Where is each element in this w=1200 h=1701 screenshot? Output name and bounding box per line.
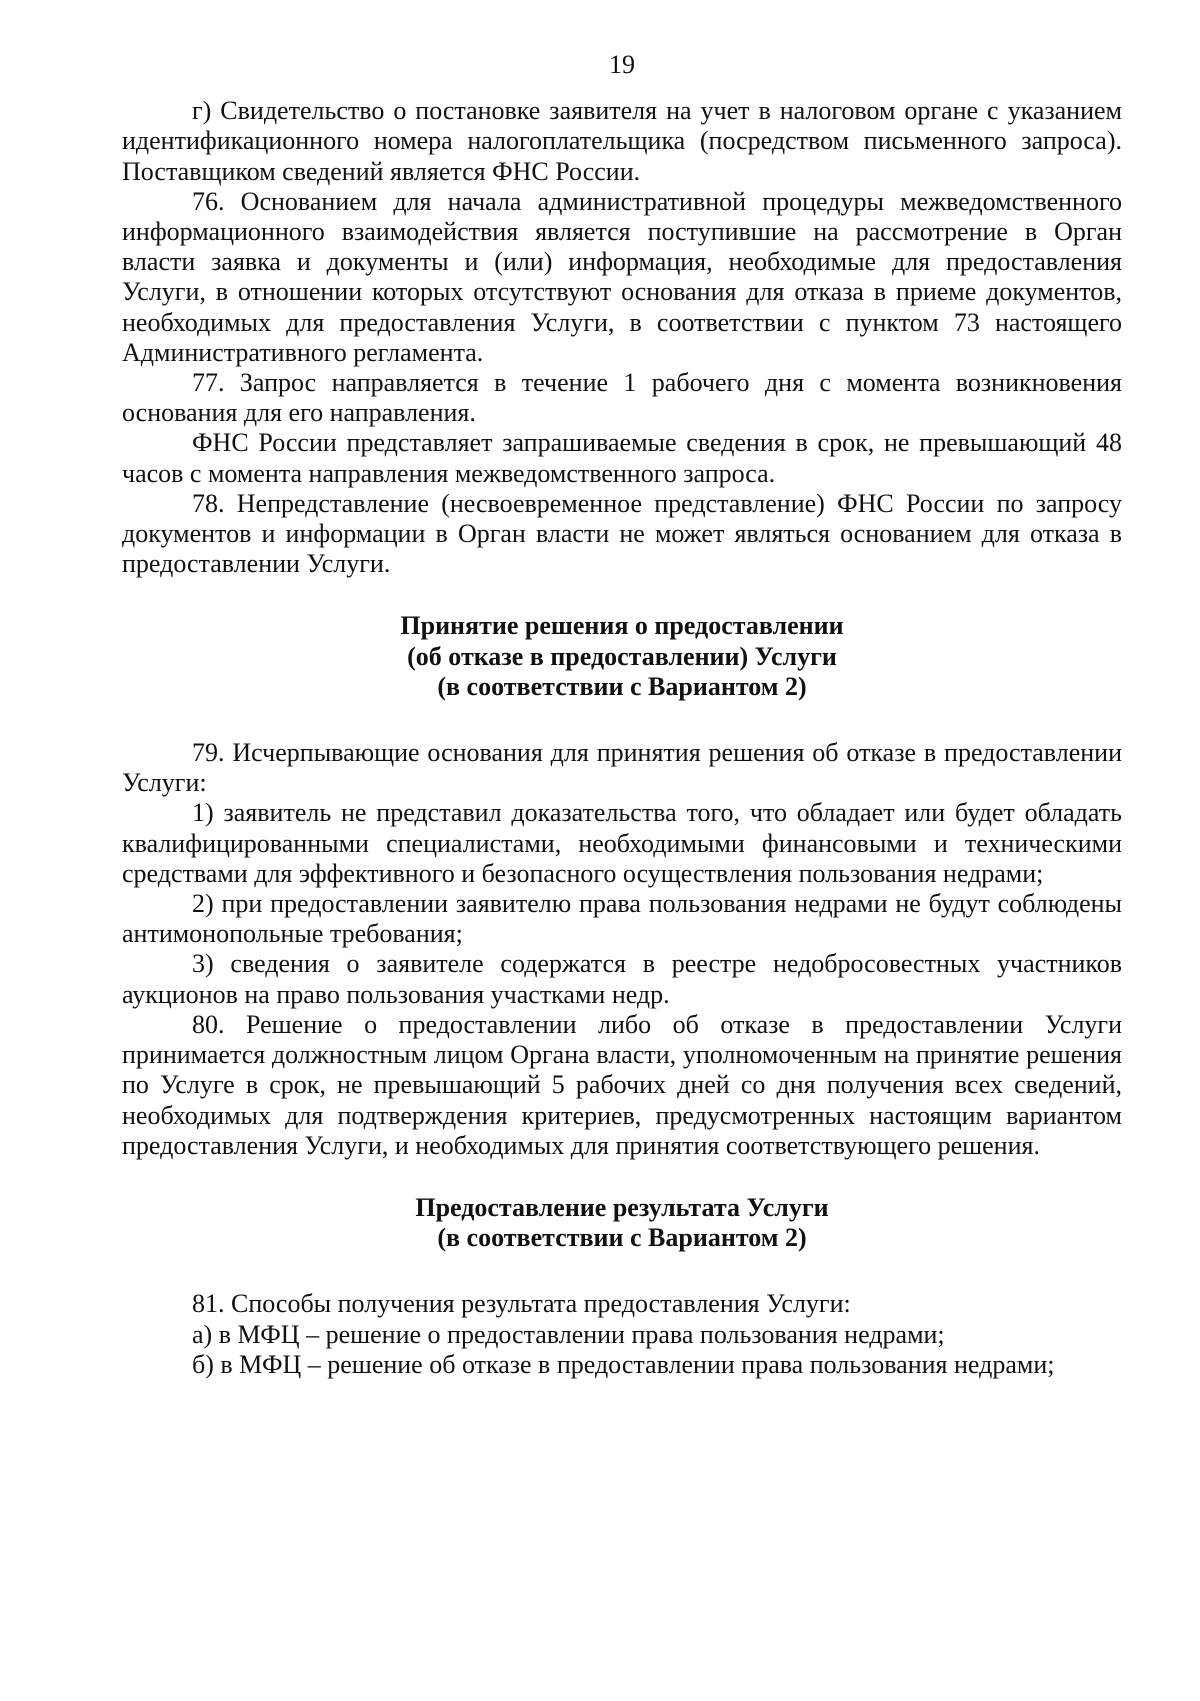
heading-line: (об отказе в предоставлении) Услуги bbox=[407, 641, 837, 671]
document-page bbox=[122, 50, 1122, 1380]
heading-line: Предоставление результата Услуги bbox=[415, 1192, 829, 1222]
paragraph-81: 81. Способы получения результата предоставления Услуги: bbox=[192, 1289, 851, 1319]
paragraph-79-item-1: 1) заявитель не представил доказательства того, что обладает или будет обладать квалифицированными специалистами, необходимыми финансовыми и техническими средствами для эффективного и безопасного осуществления пользования недрами; bbox=[122, 798, 1122, 888]
paragraph-81-item-b: б) в МФЦ – решение об отказе в предоставлении права пользования недрами; bbox=[192, 1349, 1055, 1379]
paragraph-g-certificate: г) Свидетельство о постановке заявителя на учет в налоговом органе с указанием идентификационного номера налогоплательщика (посредством письменного запроса). Поставщиком сведений является ФНС России. bbox=[122, 96, 1122, 186]
paragraph-79: 79. Исчерпывающие основания для принятия решения об отказе в предоставлении Услуги: bbox=[122, 738, 1122, 798]
paragraph-fns-response: ФНС России представляет запрашиваемые сведения в срок, не превышающий 48 часов с момента направления межведомственного запроса. bbox=[122, 428, 1122, 488]
paragraph-76: 76. Основанием для начала административной процедуры межведомственного информационного взаимодействия является поступившие на рассмотрение в Орган власти заявка и документы и (или) информация, необходимые для предоставления Услуги, в отношении которых отсутствуют основания для отказа в приеме документов, необходимых для предоставления Услуги, в соответствии с пунктом 73 настоящего Административного регламента. bbox=[122, 186, 1122, 367]
section-heading-result bbox=[122, 1193, 1122, 1253]
heading-line: (в соответствии с Вариантом 2) bbox=[437, 1223, 807, 1253]
paragraph-78: 78. Непредставление (несвоевременное представление) ФНС России по запросу документов и информации в Орган власти не может являться основанием для отказа в предоставлении Услуги. bbox=[122, 488, 1122, 579]
heading-line: Принятие решения о предоставлении bbox=[400, 611, 844, 641]
paragraph-79-item-2: 2) при предоставлении заявителю права пользования недрами не будут соблюдены антимонопольные требования; bbox=[122, 889, 1122, 949]
paragraph-79-item-3: 3) сведения о заявителе содержатся в реестре недобросовестных участников аукционов на право пользования участками недр. bbox=[122, 949, 1122, 1009]
page-number: 19 bbox=[609, 50, 635, 79]
paragraph-77: 77. Запрос направляется в течение 1 рабочего дня с момента возникновения основания для его направления. bbox=[122, 368, 1122, 428]
paragraph-80: 80. Решение о предоставлении либо об отказе в предоставлении Услуги принимается должностным лицом Органа власти, уполномоченным на принятие решения по Услуге в срок, не превышающий 5 рабочих дней со дня получения всех сведений, необходимых для подтверждения критериев, предусмотренных настоящим вариантом предоставления Услуги, и необходимых для принятия соответствующего решения. bbox=[122, 1009, 1122, 1160]
heading-line: (в соответствии с Вариантом 2) bbox=[437, 671, 807, 701]
section-heading-decision bbox=[122, 611, 1122, 702]
paragraph-81-item-a: а) в МФЦ – решение о предоставлении права пользования недрами; bbox=[192, 1319, 945, 1349]
